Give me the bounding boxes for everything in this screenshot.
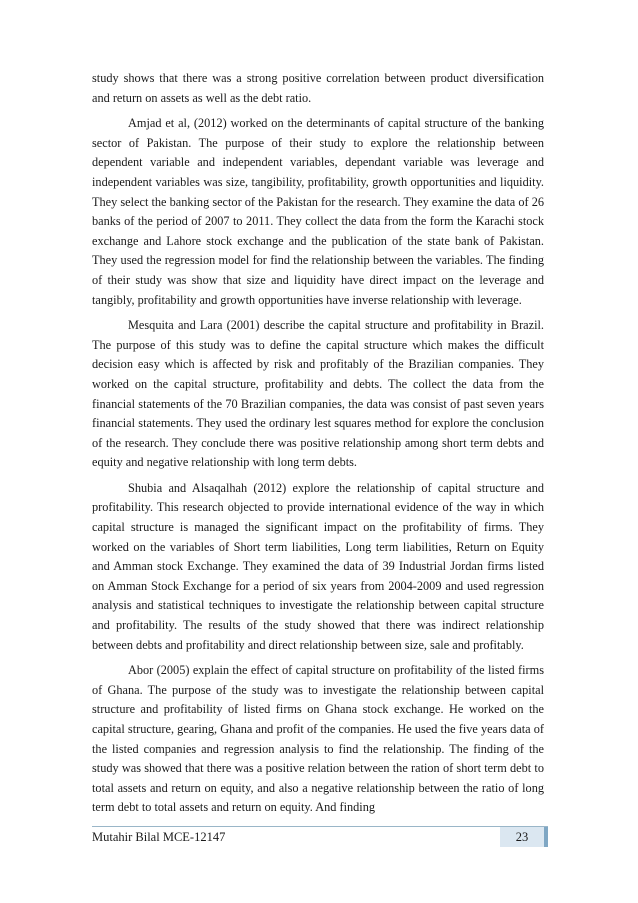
paragraph-mesquita: Mesquita and Lara (2001) describe the capital structure and profitability in Brazil. The purpose of this study was to define the capital structure which makes the difficult decision easy which is affected by risk and profitably of the Brazilian companies. They worked on the capital structure, profitability and debts. The collect the data from the financial statements of the 70 Brazilian companies, the data was consist of past seven years financial statements. They used the ordinary lest squares method for explore the conclusion of the research. They conclude there was positive relationship among short term debts and equity and negative relationship with long term debts.	[92, 318, 544, 470]
paragraph-continuation: study shows that there was a strong positive correlation between product diversification and return on assets as well as the debt ratio.	[92, 71, 544, 105]
paragraph-abor: Abor (2005) explain the effect of capital structure on profitability of the listed firms of Ghana. The purpose of the study was to investigate the relationship between capital structure and profitability of listed firms on Ghana stock exchange. He worked on the capital structure, gearing, Ghana and profit of the companies. He used the five years data of the listed companies and regression analysis to find the relationship. The finding of the study was showed that there was a positive relation between the ration of short term debt to total assets and return on equity, and also a negative relationship between the ratio of long term debt to total assets and return on equity. And finding	[92, 663, 544, 815]
paragraph-amjad: Amjad et al, (2012) worked on the determinants of capital structure of the banking sector of Pakistan. The purpose of their study to explore the relationship between dependent variable and independent variables, dependant variable was leverage and independent variables was size, tangibility, profitability, growth opportunities and liquidity. They select the banking sector of the Pakistan for the research. They examine the data of 26 banks of the period of 2007 to 2011. They collect the data from the form the Karachi stock exchange and Lahore stock exchange and the publication of the state bank of Pakistan. They used the regression model for find the relationship between the variables. The finding of their study was show that size and liquidity have direct impact on the leverage and tangibly, profitability and growth opportunities have inverse relationship with leverage.	[92, 116, 544, 307]
footer-divider	[92, 826, 548, 827]
body-text	[92, 69, 544, 824]
page-number-badge: 23	[500, 827, 548, 847]
footer-author: Mutahir Bilal MCE-12147	[92, 830, 226, 844]
paragraph-shubia: Shubia and Alsaqalhah (2012) explore the relationship of capital structure and profitability. This research objected to provide international evidence of the way in which capital structure is managed the significant impact on the profitability of firms. They worked on the variables of Short term liabilities, Long term liabilities, Return on Equity and Amman stock Exchange. They examined the data of 39 Industrial Jordan firms listed on Amman Stock Exchange for a period of six years from 2004-2009 and used regression analysis and statistical techniques to investigate the relationship between capital structure and profitability. The results of the study showed that there was indirect relationship between debts and profitability and direct relationship between size, sale and profitably.	[92, 480, 544, 652]
